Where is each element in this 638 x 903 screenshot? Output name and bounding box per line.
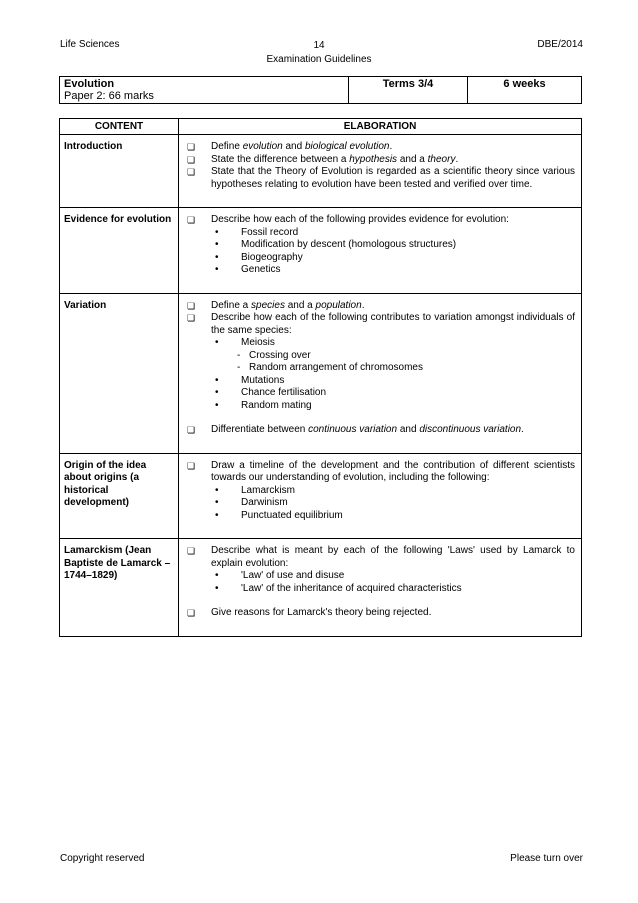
checkbox-bullet-item (187, 545, 575, 570)
checkbox-bullet-item (187, 214, 575, 227)
header-subtitle: Examination Guidelines (266, 54, 372, 65)
elaboration-column-header: ELABORATION (179, 119, 582, 135)
dot-bullet-item (187, 583, 575, 596)
dot-text: Chance fertilisation (241, 387, 327, 398)
checkbox-bullet-item (187, 166, 575, 191)
content-heading: Introduction (60, 135, 179, 208)
dot-text: Fossil record (241, 226, 299, 238)
text-run: Give reasons for Lamarck's theory being rejected. (211, 607, 432, 618)
text-run: Describe what is meant by each of the following 'Laws' used by Lamarck to explain evolution: (211, 545, 575, 569)
dot-bullet-icon: • (215, 251, 219, 263)
checkbox-bullet-icon: ❏ (187, 313, 196, 323)
dash-icon: - (237, 349, 241, 361)
elaboration-cell (179, 453, 582, 539)
content-heading: Evidence for evolution (60, 208, 179, 294)
dot-text: Darwinism (241, 497, 288, 508)
dash-text: Random arrangement of chromosomes (249, 362, 423, 373)
dot-bullet-icon: • (215, 226, 219, 238)
italic-term: population (315, 299, 362, 311)
content-heading: Origin of the idea about origins (a historical development) (60, 453, 179, 539)
italic-term: continuous variation (308, 424, 398, 435)
dot-bullet-icon: • (215, 509, 219, 521)
topic-weeks: 6 weeks (468, 77, 582, 104)
dot-bullet-item (187, 485, 575, 498)
dot-text: Mutations (241, 374, 285, 386)
footer-turn-over: Please turn over (510, 853, 583, 864)
dash-text: Crossing over (249, 349, 311, 361)
dot-bullet-icon: • (215, 337, 219, 348)
text-run: Differentiate between (211, 424, 309, 435)
bullet-text (211, 607, 575, 620)
elaboration-cell (179, 539, 582, 637)
bullet-text (211, 460, 575, 485)
dot-bullet-icon: • (215, 399, 219, 411)
table-row (60, 293, 582, 453)
table-row (60, 453, 582, 539)
dot-text: 'Law' of the inheritance of acquired characteristics (241, 582, 462, 594)
dash-item (187, 350, 575, 363)
spacer (187, 595, 575, 607)
checkbox-bullet-item (187, 300, 575, 313)
table-row (60, 135, 582, 208)
dot-bullet-item (187, 400, 575, 413)
dot-text: Punctuated equilibrium (241, 509, 343, 521)
italic-term: theory (427, 153, 456, 165)
checkbox-bullet-icon: ❏ (187, 425, 196, 435)
checkbox-bullet-icon: ❏ (187, 608, 196, 618)
dot-bullet-icon: • (215, 264, 219, 275)
dot-text: Meiosis (241, 337, 275, 348)
table-body (60, 135, 582, 637)
topic-title: Evolution (64, 78, 115, 90)
topic-paper: Paper 2: 66 marks (64, 90, 154, 102)
table-row (60, 208, 582, 294)
checkbox-bullet-icon: ❏ (187, 154, 196, 165)
dot-bullet-item (187, 375, 575, 388)
text-run: Describe how each of the following provides evidence for evolution: (211, 214, 509, 225)
dot-bullet-item (187, 252, 575, 265)
dash-icon: - (237, 362, 241, 373)
text-run: Define (211, 141, 243, 152)
elaboration-cell (179, 135, 582, 208)
italic-term: biological evolution (304, 141, 390, 152)
dot-text: Random mating (241, 399, 312, 411)
dash-item (187, 362, 575, 375)
header-subject: Life Sciences (60, 39, 120, 50)
table-row (60, 539, 582, 637)
dot-text: Lamarckism (241, 484, 295, 496)
text-run: . (521, 424, 524, 435)
checkbox-bullet-icon: ❏ (187, 546, 196, 556)
text-run: and a (284, 299, 316, 311)
text-run: . (361, 299, 365, 311)
bullet-text (211, 312, 575, 337)
content-column-header: CONTENT (60, 119, 179, 135)
bullet-text (211, 141, 575, 154)
dot-bullet-item (187, 510, 575, 523)
bullet-text (211, 300, 575, 313)
text-run: . (389, 141, 393, 152)
italic-term: evolution (242, 141, 283, 152)
dot-bullet-item (187, 497, 575, 510)
text-run: Define a (211, 299, 252, 311)
dot-bullet-item (187, 387, 575, 400)
dot-bullet-item (187, 570, 575, 583)
text-run: Describe how each of the following contributes to variation amongst individuals of the same species: (211, 312, 575, 336)
footer-copyright: Copyright reserved (60, 853, 145, 864)
topic-table (59, 76, 582, 104)
checkbox-bullet-item (187, 424, 575, 437)
dot-text: 'Law' of use and disuse (241, 570, 345, 581)
page-number: 14 (313, 40, 325, 51)
content-heading: Lamarckism (Jean Baptiste de Lamarck – 1744–1829) (60, 539, 179, 637)
dot-bullet-icon: • (215, 387, 219, 398)
dot-bullet-icon: • (215, 570, 219, 581)
checkbox-bullet-item (187, 607, 575, 620)
content-table (59, 118, 582, 637)
dot-bullet-item (187, 337, 575, 350)
dot-bullet-icon: • (215, 497, 219, 508)
elaboration-cell (179, 293, 582, 453)
dot-text: Biogeography (241, 251, 303, 263)
text-run: and a (397, 153, 428, 165)
checkbox-bullet-icon: ❏ (187, 167, 196, 177)
topic-cell (60, 77, 349, 104)
italic-term: species (251, 299, 285, 311)
checkbox-bullet-icon: ❏ (187, 142, 196, 152)
dot-bullet-item (187, 239, 575, 252)
bullet-text (211, 424, 575, 437)
bullet-text (211, 545, 575, 570)
text-run: . (455, 153, 459, 165)
content-heading: Variation (60, 293, 179, 453)
text-run: and (397, 424, 420, 435)
dot-bullet-item (187, 264, 575, 277)
dot-text: Modification by descent (homologous structures) (241, 239, 457, 250)
dot-bullet-icon: • (215, 374, 219, 386)
checkbox-bullet-item (187, 460, 575, 485)
elaboration-cell (179, 208, 582, 294)
bullet-text (211, 166, 575, 191)
text-run: and (282, 141, 305, 152)
text-run: State that the Theory of Evolution is regarded as a scientific theory since various hypotheses relating to evolution have been tested and verified over time. (211, 166, 575, 190)
spacer (187, 412, 575, 424)
bullet-text (211, 214, 575, 227)
bullet-text (211, 154, 575, 167)
italic-term: discontinuous variation (419, 424, 522, 435)
dot-text: Genetics (241, 264, 281, 275)
dot-bullet-item (187, 227, 575, 240)
checkbox-bullet-item (187, 312, 575, 337)
checkbox-bullet-item (187, 154, 575, 167)
topic-terms: Terms 3/4 (349, 77, 468, 104)
checkbox-bullet-icon: ❏ (187, 460, 196, 471)
dot-bullet-icon: • (215, 484, 219, 496)
header-code: DBE/2014 (537, 39, 583, 50)
text-run: Draw a timeline of the development and the contribution of different scientists towards our understanding of evolution, including the following: (211, 459, 575, 483)
text-run: State the difference between a (211, 153, 350, 165)
dot-bullet-icon: • (215, 239, 219, 250)
checkbox-bullet-icon: ❏ (187, 300, 196, 311)
checkbox-bullet-icon: ❏ (187, 215, 196, 225)
italic-term: hypothesis (349, 153, 398, 165)
dot-bullet-icon: • (215, 582, 219, 594)
checkbox-bullet-item (187, 141, 575, 154)
